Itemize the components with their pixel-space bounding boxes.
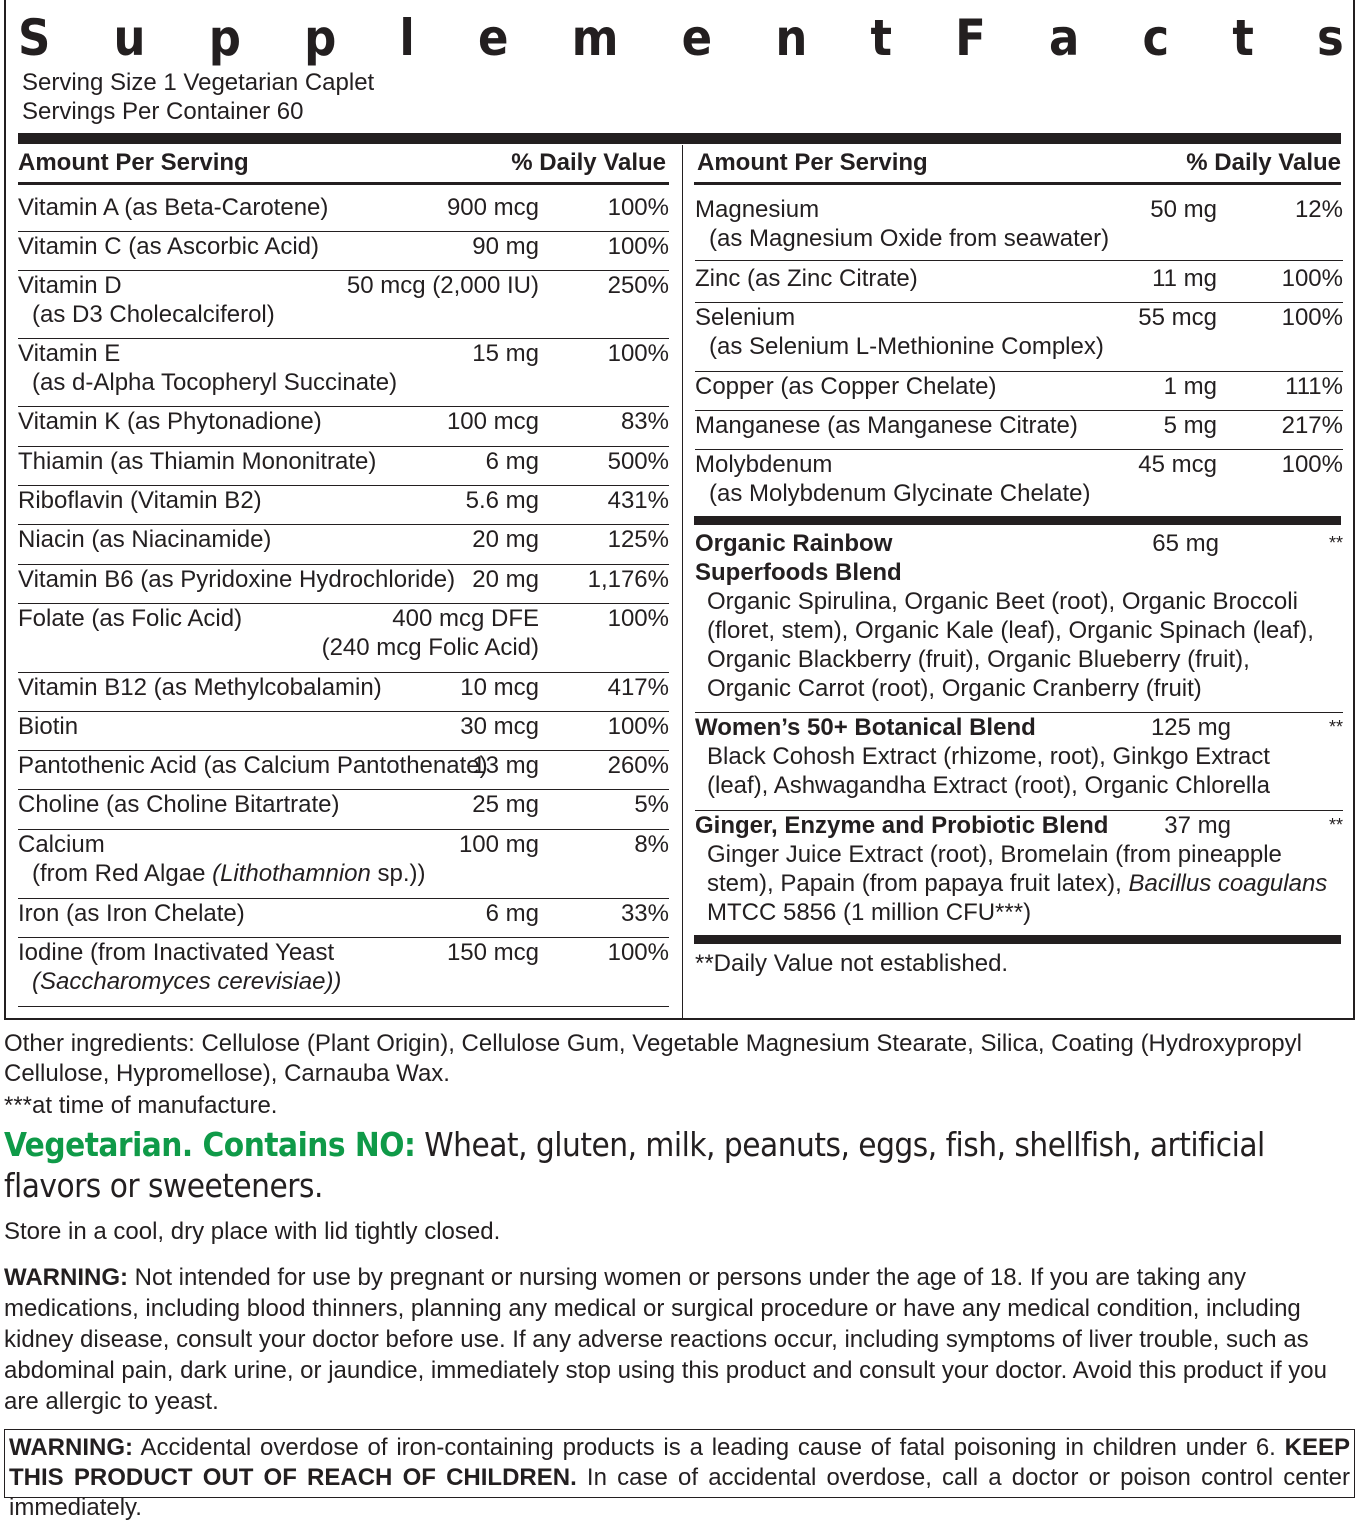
nutrient-amount: 20 mg [472,566,539,593]
nutrient-amount: 10 mcg [460,674,539,701]
nutrient-dv: 1,176% [587,566,669,593]
warning-label: WARNING: [4,1264,128,1291]
nutrient-row [18,339,669,407]
nutrient-name: Magnesium [695,196,820,223]
servings-per-container: Servings Per Container 60 [22,98,304,125]
nutrient-dv: 260% [607,752,669,779]
blend-dv: ** [1328,815,1343,835]
right-header-rule [694,182,1341,185]
blend-name-text: Ginger, Enzyme and Probiotic Blend [695,812,1109,839]
title-letter: F [955,9,986,67]
nutrient-amount: 55 mcg [1138,304,1217,331]
other-ingredients-line2: Cellulose, Hypromellose), Carnauba Wax. [4,1060,450,1087]
nutrient-dv: 431% [607,487,669,514]
nutrient-amount: 100 mg [458,831,539,858]
nutrient-amount-detail: (240 mcg Folic Acid) [321,634,539,661]
nutrient-source-text: sp.)) [370,860,426,887]
nutrient-name: Zinc (as Zinc Citrate) [695,265,918,292]
blend-ingredients-text: MTCC 5856 (1 million CFU***) [707,899,1032,926]
blend-name-text: Women’s 50+ Botanical Blend [695,714,1036,741]
nutrient-name: Vitamin E [18,340,121,367]
nutrient-row [18,232,669,271]
nutrient-row [18,447,669,486]
nutrient-source: (as Selenium L-Methionine Complex) [709,333,1104,360]
title-letter: n [775,9,808,67]
title-letter: p [208,9,241,67]
blend-row [695,529,1343,713]
nutrient-amount: 11 mg [1152,265,1217,292]
blend-ingredients [707,587,1332,703]
right-header-amount: Amount Per Serving [697,149,928,176]
nutrient-source: (as Magnesium Oxide from seawater) [709,225,1110,252]
nutrient-dv: 100% [607,233,669,260]
nutrient-amount: 1 mg [1163,373,1217,400]
nutrient-row [18,830,669,899]
nutrient-dv: 100% [607,194,669,221]
nutrient-dv: 100% [1281,265,1343,292]
nutrient-row [18,938,669,1007]
title-letter: m [571,9,619,67]
nutrient-name: Biotin [18,713,79,740]
nutrient-dv: 217% [1281,412,1343,439]
nutrient-amount: 45 mcg [1138,451,1217,478]
nutrient-row [18,193,669,232]
title-letter: l [399,9,415,67]
nutrient-name: Selenium [695,304,796,331]
nutrient-row [695,264,1343,303]
nutrient-row [18,604,669,673]
iron-warning-box [4,1429,1355,1521]
nutrient-dv: 417% [607,674,669,701]
iron-warning-text-2: In case of accidental overdose, call a doctor or poison control center immediately. [9,1464,1351,1521]
title-letter: a [1049,9,1080,67]
nutrient-amount: 30 mcg [460,713,539,740]
nutrient-name: Iodine (from Inactivated Yeast [18,939,335,966]
nutrient-name: Niacin (as Niacinamide) [18,526,272,553]
blend-ingredients-text: Ginger Juice Extract (root), Bromelain (from pineapple stem), Papain (from papaya fruit latex), [707,841,1282,897]
nutrient-row [18,271,669,339]
title-letter: t [870,9,892,67]
warning-text: Not intended for use by pregnant or nursing women or persons under the age of 18. If you are taking any medications, including blood thinners, planning any medical or surgical procedure or have any medical condition, including kidney disease, consult your doctor before use. If any adverse reactions occur, including symptoms of liver trouble, such as abdominal pain, dark urine, or jaundice, immediately stop using this product and consult your doctor. Avoid this product if you are allergic to yeast. [4,1264,1327,1415]
blend-ingredients-italic: Bacillus coagulans [1128,870,1328,897]
title-letter: p [304,9,337,67]
blend-name [695,713,1036,742]
title-letter: e [681,9,713,67]
nutrient-row [18,751,669,790]
left-header-amount: Amount Per Serving [18,149,249,176]
blend-ingredients [707,742,1337,800]
title-letter: c [1142,9,1170,67]
column-divider [682,145,683,1018]
nutrient-name: Molybdenum [695,451,833,478]
other-ingredients: Other ingredients: Cellulose (Plant Origin), Cellulose Gum, Vegetable Magnesium Stearate, Silica, Coating (Hydroxypropyl [4,1030,1302,1057]
manufacture-note: ***at time of manufacture. [4,1092,278,1119]
nutrient-name: Vitamin A (as Beta-Carotene) [18,194,329,221]
blend-row [695,713,1343,811]
blend-ingredients-text: Organic Spirulina, Organic Beet (root), Organic Broccoli (floret, stem), Organic Kale (leaf), Organic Spinach (leaf), Organic Blackberry (fruit), Organic Blueberry (fruit), Organic Carrot (root), Organic Cranberry (fruit) [707,588,1314,702]
blend-amount: 65 mg [1152,530,1219,557]
nutrient-dv: 5% [634,791,669,818]
right-header-dv: % Daily Value [1186,149,1341,176]
nutrient-name: Vitamin C (as Ascorbic Acid) [18,233,319,260]
nutrient-amount: 100 mcg [446,408,539,435]
vegetarian-statement [4,1124,1324,1206]
warning-general [4,1262,1356,1417]
blend-name [695,529,902,587]
left-header-rule [18,182,669,185]
nutrient-row [18,565,669,604]
blend-amount: 125 mg [1150,714,1231,741]
nutrient-amount: 13 mg [472,752,539,779]
blend-name-text: Organic Rainbow [695,530,893,557]
keep-out-of-reach: KEEP THIS PRODUCT OUT OF REACH OF CHILDREN. [9,1434,1350,1491]
nutrient-dv: 100% [607,713,669,740]
thick-rule-top [18,133,1341,144]
nutrient-amount: 15 mg [472,340,539,367]
dv-note: **Daily Value not established. [695,950,1009,977]
nutrient-row [18,486,669,525]
thick-rule-bottom [694,935,1341,944]
left-header-dv: % Daily Value [511,149,666,176]
nutrient-dv: 250% [607,272,669,299]
nutrient-row [18,899,669,938]
nutrient-dv: 111% [1285,373,1343,400]
blend-dv: ** [1328,717,1343,737]
nutrient-name: Thiamin (as Thiamin Mononitrate) [18,448,377,475]
nutrient-name: Folate (as Folic Acid) [18,605,243,632]
nutrient-dv: 100% [607,340,669,367]
blend-name-text-2: Superfoods Blend [695,559,902,586]
nutrient-dv: 100% [607,939,669,966]
nutrient-name: Vitamin K (as Phytonadione) [18,408,322,435]
title-letter: S [18,9,51,67]
panel-title [18,8,1344,68]
blend-name [695,811,1108,840]
serving-size: Serving Size 1 Vegetarian Caplet [22,69,375,96]
nutrient-dv: 500% [607,448,669,475]
nutrient-amount: 5.6 mg [465,487,539,514]
nutrient-row [695,450,1343,516]
nutrient-source [32,859,426,888]
nutrient-amount: 90 mg [472,233,539,260]
iron-warning-text: Accidental overdose of iron-containing products is a leading cause of fatal poisoning in children under 6. [132,1434,1285,1461]
nutrient-amount: 5 mg [1163,412,1217,439]
vegetarian-text: Wheat, gluten, milk, peanuts, eggs, fish, shellfish, artificial flavors or sweeteners. [4,1125,1265,1205]
nutrient-amount: 6 mg [485,448,539,475]
nutrient-amount: 50 mg [1150,196,1217,223]
nutrient-name: Calcium [18,831,105,858]
title-letter: e [477,9,509,67]
nutrient-source-italic: (Lithothamnion [212,860,371,887]
thick-rule-blends [694,516,1341,525]
nutrient-dv: 33% [620,900,669,927]
nutrient-source: (as d-Alpha Tocopheryl Succinate) [32,369,398,396]
nutrient-dv: 83% [620,408,669,435]
nutrient-dv: 100% [1281,451,1343,478]
nutrient-name: Iron (as Iron Chelate) [18,900,245,927]
nutrient-row [695,372,1343,411]
blend-dv: ** [1328,533,1343,553]
nutrient-dv: 100% [1281,304,1343,331]
nutrient-row [18,790,669,830]
nutrient-amount: 20 mg [472,526,539,553]
nutrient-dv: 125% [607,526,669,553]
nutrient-name: Pantothenic Acid (as Calcium Pantothenate) [18,752,488,779]
nutrient-row [18,712,669,751]
title-letter: t [1232,9,1254,67]
nutrient-dv: 8% [634,831,669,858]
nutrient-name: Riboflavin (Vitamin B2) [18,487,262,514]
nutrient-row [18,525,669,565]
blend-row [695,811,1343,935]
nutrient-amount: 6 mg [485,900,539,927]
nutrient-name: Vitamin B12 (as Methylcobalamin) [18,674,382,701]
nutrient-source: (as Molybdenum Glycinate Chelate) [709,480,1091,507]
nutrient-name: Manganese (as Manganese Citrate) [695,412,1078,439]
title-letter: s [1317,9,1344,67]
nutrient-amount: 50 mcg (2,000 IU) [346,272,539,299]
blend-ingredients [707,840,1337,927]
nutrient-name: Vitamin D [18,272,122,299]
nutrient-row [18,407,669,447]
title-letter: u [113,9,146,67]
nutrient-source-italic: (Saccharomyces cerevisiae)) [32,968,342,995]
blend-ingredients-text: Black Cohosh Extract (rhizome, root), Ginkgo Extract (leaf), Ashwagandha Extract (root), Organic Chlorella [707,743,1270,799]
vegetarian-label: Vegetarian. Contains NO: [4,1125,416,1164]
nutrient-amount: 900 mcg [446,194,539,221]
iron-warning-label: WARNING: [9,1434,133,1461]
storage-note: Store in a cool, dry place with lid tightly closed. [4,1218,501,1245]
nutrient-row [695,195,1343,261]
nutrient-amount: 25 mg [472,791,539,818]
nutrient-row [18,673,669,712]
nutrient-name: Copper (as Copper Chelate) [695,373,997,400]
nutrient-source-text: (from Red Algae [32,860,213,887]
nutrient-source [32,967,341,996]
nutrient-row [695,303,1343,372]
nutrient-dv: 12% [1294,196,1343,223]
nutrient-dv: 100% [607,605,669,632]
nutrient-amount: 150 mcg [446,939,539,966]
blend-amount: 37 mg [1164,812,1231,839]
nutrient-name: Vitamin B6 (as Pyridoxine Hydrochloride) [18,566,456,593]
nutrient-amount: 400 mcg DFE [392,605,539,632]
nutrient-source: (as D3 Cholecalciferol) [32,301,275,328]
nutrient-name: Choline (as Choline Bitartrate) [18,791,340,818]
nutrient-row [695,411,1343,450]
